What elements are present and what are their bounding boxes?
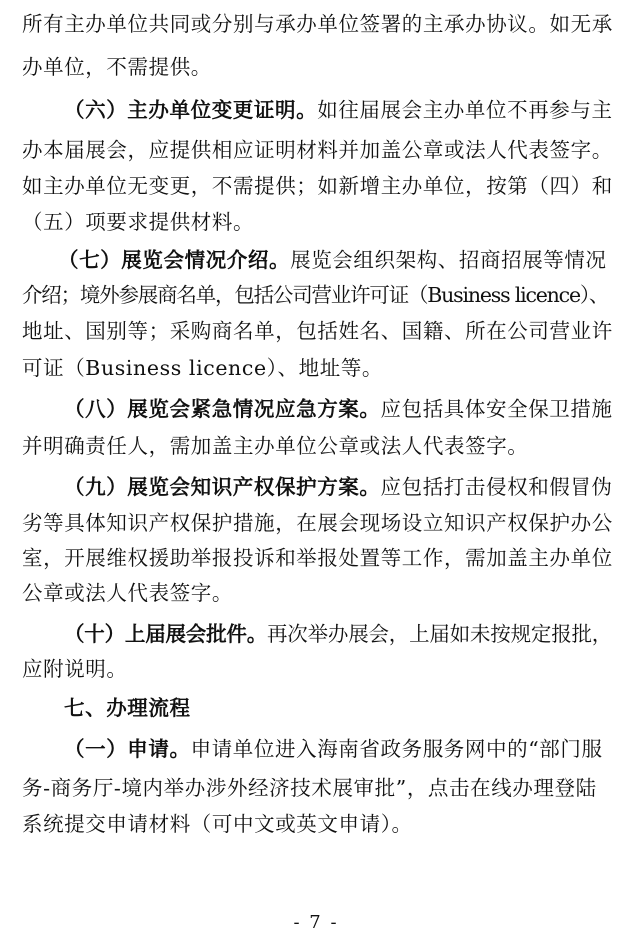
page-number: - 7 - [293,912,339,933]
text-line: 如主办单位无变更，不需提供；如新增主办单位，按第（四）和 [22,174,613,198]
text-line: 室，开展维权援助举报投诉和举报处置等工作，需加盖主办单位 [22,546,613,570]
text-line: 介绍；境外参展商名单，包括公司营业许可证（Business licence）、 [22,283,609,307]
text-line: 办单位，不需提供。 [22,55,212,79]
text-line: 并明确责任人，需加盖主办单位公章或法人代表签字。 [22,434,529,458]
text-line: （五）项要求提供材料。 [22,210,255,234]
text-line: 务-商务厅-境内举办涉外经济技术展审批”，点击在线办理登陆 [22,776,597,800]
paragraph-10: （十）上届展会批件。再次举办展会，上届如未按规定报批， [64,622,613,646]
text-line: 地址、国别等；采购商名单，包括姓名、国籍、所在公司营业许 [22,319,613,343]
paragraph-6: （六）主办单位变更证明。如往届展会主办单位不再参与主 [64,98,613,122]
text-line: 劣等具体知识产权保护措施，在展会现场设立知识产权保护办公 [22,511,613,535]
text-line: 公章或法人代表签字。 [22,581,233,605]
paragraph-8: （八）展览会紧急情况应急方案。应包括具体安全保卫措施 [64,397,613,421]
paragraph-9: （九）展览会知识产权保护方案。应包括打击侵权和假冒伪 [64,475,613,499]
text-line: 系统提交申请材料（可中文或英文申请）。 [22,812,413,836]
text-line: 办本届展会，应提供相应证明材料并加盖公章或法人代表签字。 [22,138,613,162]
text-line: 应附说明。 [22,657,128,681]
paragraph-apply: （一）申请。申请单位进入海南省政务服务网中的“部门服 [64,737,603,761]
item-heading: （六）主办单位变更证明。 [64,98,318,122]
text-line: 可证（Business licence）、地址等。 [22,356,384,380]
item-heading: （一）申请。 [64,737,191,761]
paragraph-7: （七）展览会情况介绍。展览会组织架构、招商招展等情况 [58,248,607,272]
section-heading: 七、办理流程 [64,696,191,720]
item-heading: （九）展览会知识产权保护方案。 [64,475,381,499]
text-line: 所有主办单位共同或分别与承办单位签署的主承办协议。如无承 [22,12,613,36]
item-heading: （七）展览会情况介绍。 [58,248,291,272]
item-heading: （八）展览会紧急情况应急方案。 [64,397,381,421]
item-heading: （十）上届展会批件。 [64,622,267,646]
